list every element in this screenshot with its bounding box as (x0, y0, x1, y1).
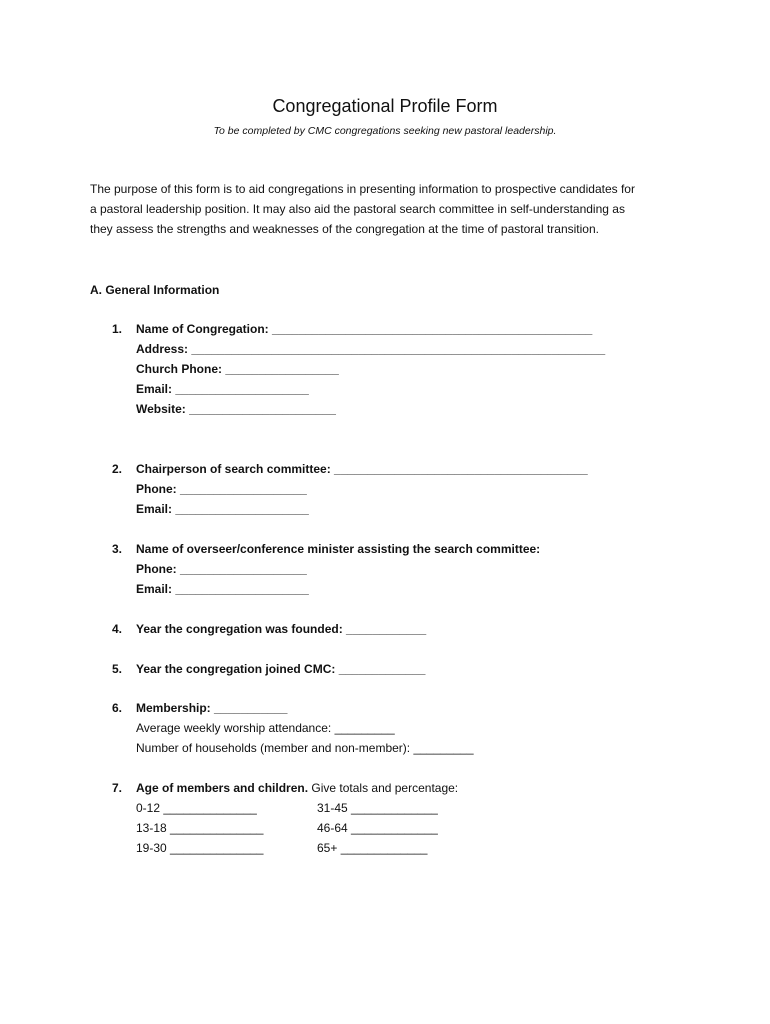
page-title: Congregational Profile Form (272, 96, 498, 116)
section-heading-general-information: A. General Information (90, 283, 220, 297)
item-number: 2. (112, 462, 123, 476)
age-grid (136, 798, 458, 858)
item-number: 6. (112, 701, 123, 715)
membership-field[interactable]: Membership: ___________ (136, 701, 288, 715)
page-subtitle: To be completed by CMC congregations seeking new pastoral leadership. (213, 125, 557, 137)
age-31-45-field[interactable]: 31-45 _____________ (317, 801, 438, 815)
households-field[interactable]: Number of households (member and non-member): _________ (136, 741, 474, 755)
year-founded-field[interactable]: Year the congregation was founded: ____________ (136, 622, 427, 636)
congregation-name-field[interactable]: Name of Congregation: ________________________________________________ (136, 322, 593, 336)
intro-paragraph (90, 179, 690, 239)
intro-line: The purpose of this form is to aid congregations in presenting information to prospective candidates for (90, 182, 635, 196)
item-number: 4. (112, 622, 123, 636)
age-0-12-field[interactable]: 0-12 ______________ (136, 801, 257, 815)
age-prompt (136, 778, 458, 798)
year-joined-field[interactable]: Year the congregation joined CMC: _____________ (136, 662, 426, 676)
overseer-email-field[interactable]: Email: ____________________ (136, 582, 309, 596)
age-46-64-field[interactable]: 46-64 _____________ (317, 821, 438, 835)
intro-line: they assess the strengths and weaknesses of the congregation at the time of pastoral transition. (90, 222, 599, 236)
age-prompt-bold: Age of members and children. (136, 781, 309, 795)
age-65-plus-field[interactable]: 65+ _____________ (317, 841, 428, 855)
chairperson-field[interactable]: Chairperson of search committee: ______________________________________ (136, 462, 588, 476)
item-number: 3. (112, 542, 123, 556)
age-19-30-field[interactable]: 19-30 ______________ (136, 841, 264, 855)
worship-attendance-field[interactable]: Average weekly worship attendance: _________ (136, 721, 395, 735)
age-13-18-field[interactable]: 13-18 ______________ (136, 821, 264, 835)
intro-line: a pastoral leadership position. It may also aid the pastoral search committee in self-understanding as (90, 202, 625, 216)
chair-phone-field[interactable]: Phone: ___________________ (136, 482, 307, 496)
overseer-label: Name of overseer/conference minister assisting the search committee: (136, 542, 541, 556)
chair-email-field[interactable]: Email: ____________________ (136, 502, 309, 516)
address-field[interactable]: Address: ______________________________________________________________ (136, 342, 606, 356)
age-prompt-rest: Give totals and percentage: (308, 781, 459, 795)
website-field[interactable]: Website: ______________________ (136, 402, 336, 416)
item-number: 1. (112, 322, 123, 336)
overseer-phone-field[interactable]: Phone: ___________________ (136, 562, 307, 576)
item-number: 5. (112, 662, 123, 676)
church-phone-field[interactable]: Church Phone: _________________ (136, 362, 339, 376)
email-field[interactable]: Email: ____________________ (136, 382, 309, 396)
item-number: 7. (112, 781, 123, 795)
